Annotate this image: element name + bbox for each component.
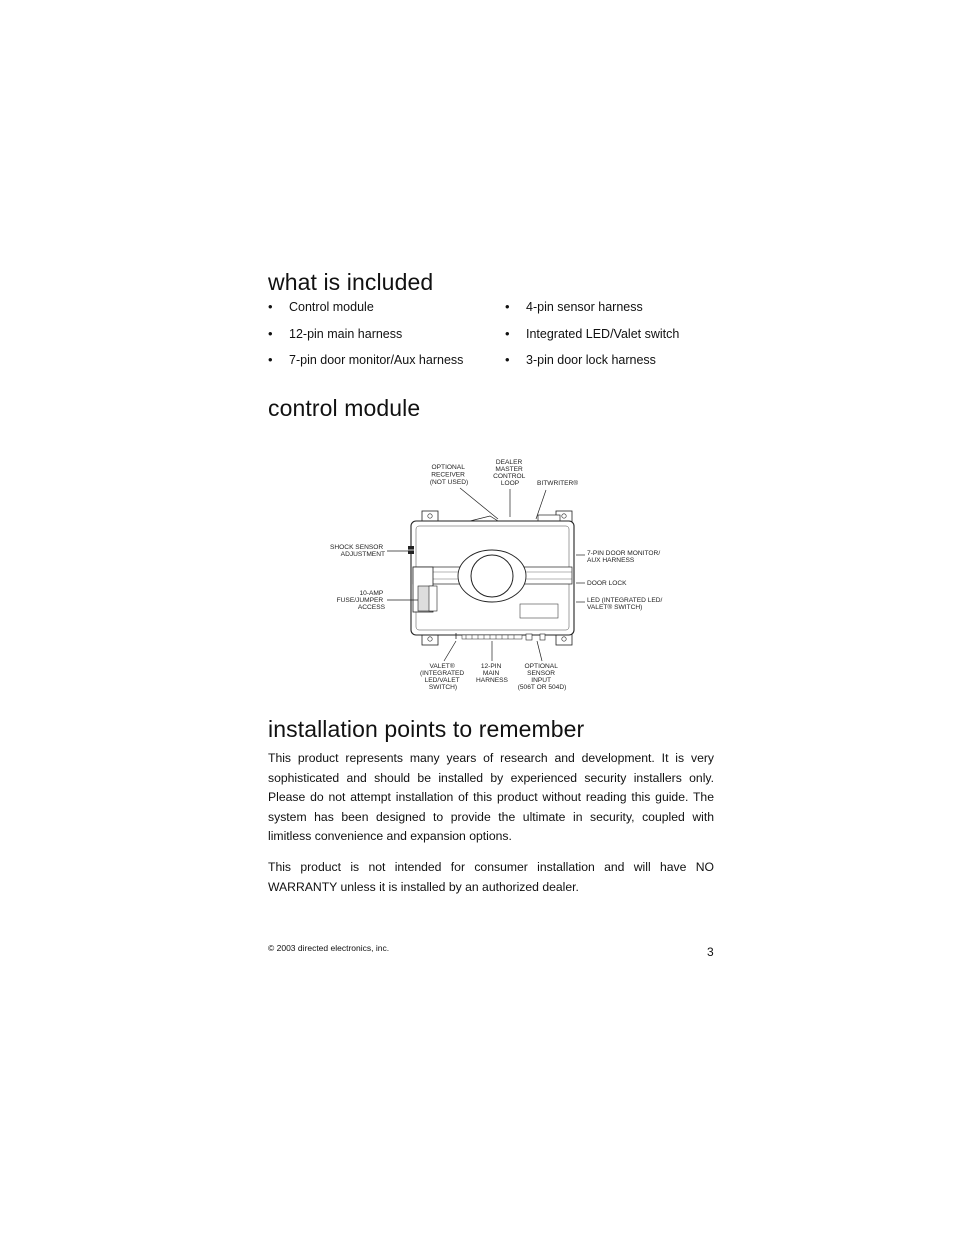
- included-list-left: [268, 298, 463, 378]
- bullet-icon: •: [268, 352, 273, 367]
- bullet-icon: •: [505, 352, 510, 367]
- list-item: • Integrated LED/Valet switch: [505, 325, 680, 341]
- heading-installation-points: installation points to remember: [268, 716, 585, 742]
- label-door-monitor: 7-PIN DOOR MONITOR/ AUX HARNESS: [587, 550, 661, 564]
- page-number: 3: [707, 945, 714, 959]
- label-shock-sensor: SHOCK SENSOR ADJUSTMENT: [330, 544, 385, 558]
- included-list-right: [505, 298, 679, 378]
- list-item: • 4-pin sensor harness: [505, 299, 643, 314]
- list-item: • Control module: [268, 299, 374, 314]
- paragraph-warranty: This product is not intended for consumer installation and will have NO WARRANTY unless it is installed by an authorized dealer.: [268, 860, 714, 894]
- bullet-icon: •: [268, 299, 273, 314]
- label-optional-receiver: OPTIONAL RECEIVER (NOT USED): [429, 464, 469, 486]
- list-item: • 12-pin main harness: [268, 325, 403, 341]
- label-sensor-input: OPTIONAL SENSOR INPUT (506T OR 504D): [517, 663, 567, 691]
- label-main-harness: 12-PIN MAIN HARNESS: [476, 663, 508, 684]
- label-dealer-master: DEALER MASTER CONTROL LOOP: [493, 459, 526, 487]
- label-valet: VALET® (INTEGRATED LED/VALET SWITCH): [419, 663, 465, 691]
- bullet-icon: •: [505, 325, 510, 341]
- label-fuse-jumper: 10-AMP FUSE/JUMPER ACCESS: [336, 590, 385, 611]
- copyright: © 2003 directed electronics, inc.: [268, 943, 390, 953]
- control-module-diagram: [320, 455, 680, 700]
- list-item: • 7-pin door monitor/Aux harness: [268, 352, 464, 367]
- label-bitwriter: BITWRITER®: [537, 480, 579, 487]
- label-led: LED (INTEGRATED LED/ VALET® SWITCH): [587, 597, 663, 611]
- list-item: • 3-pin door lock harness: [505, 352, 656, 367]
- label-door-lock: DOOR LOCK: [587, 580, 627, 587]
- bullet-icon: •: [505, 299, 510, 314]
- bullet-icon: •: [268, 325, 273, 341]
- heading-control-module: control module: [268, 395, 421, 421]
- paragraph-research: This product represents many years of research and development. It is very sophisticated and should be installed by experienced security installers only. Please do not attempt installation of this product without reading this guide. The system has been designed to provide the ultimate in security, coupled with limitless convenience and expansion options.: [268, 751, 714, 844]
- heading-what-is-included: what is included: [268, 269, 434, 295]
